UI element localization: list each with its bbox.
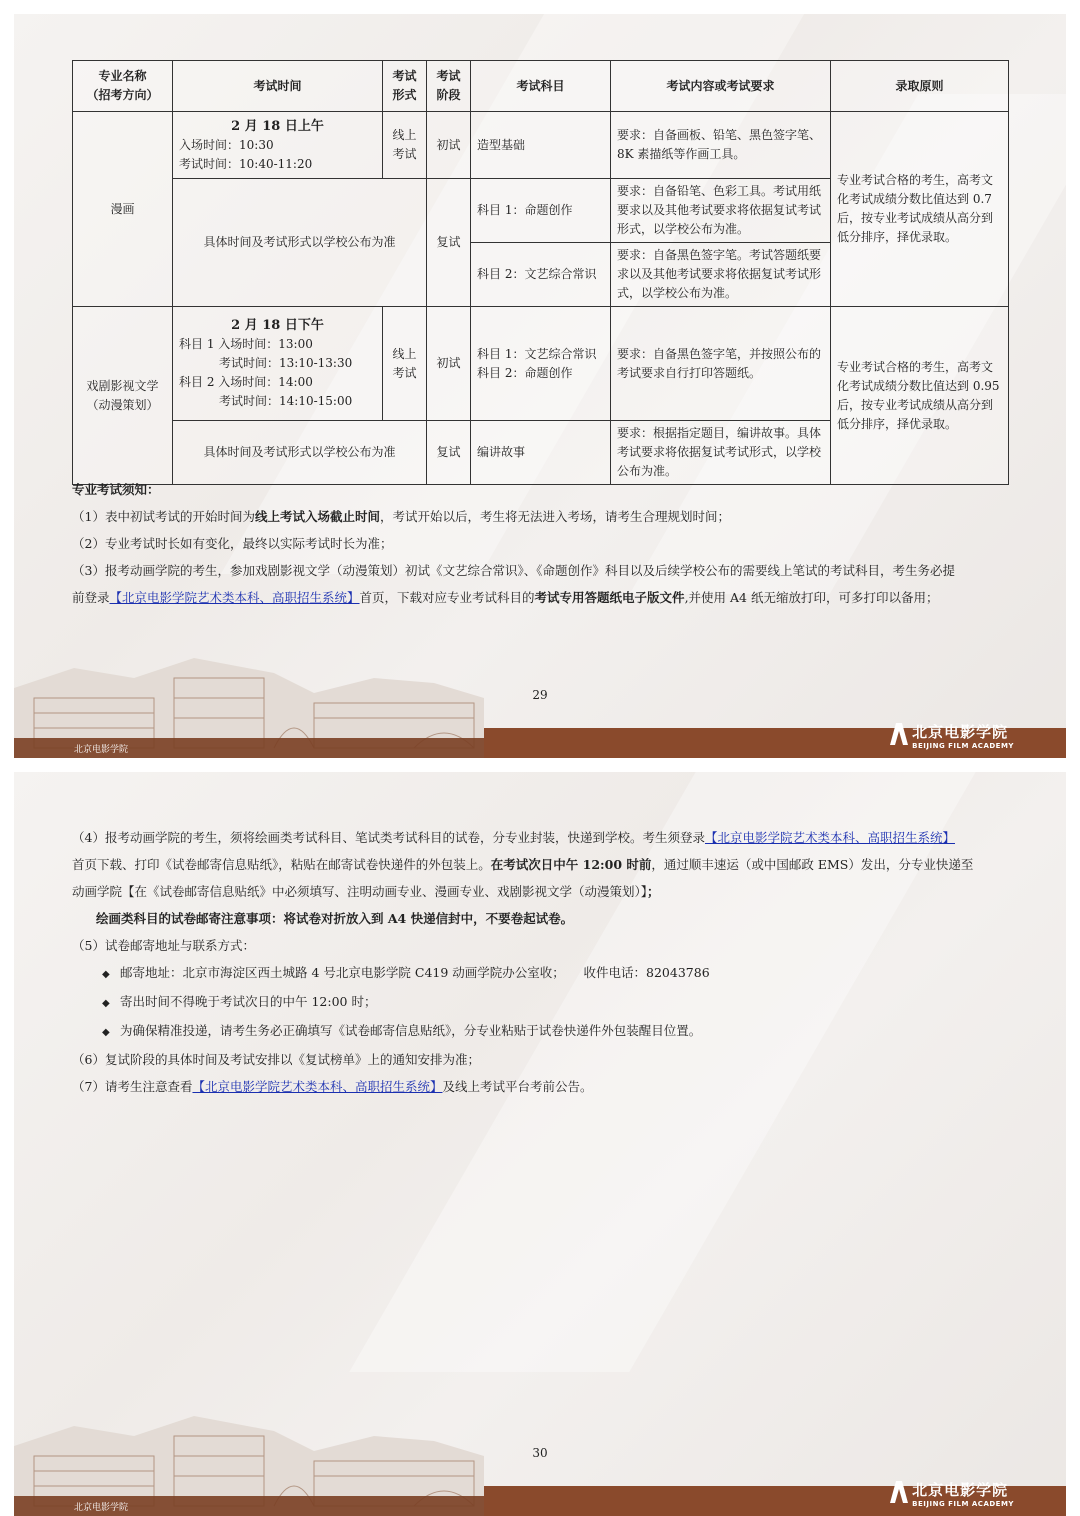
- academy-logo: [890, 721, 1014, 750]
- note-emphasis: ；: [647, 884, 660, 899]
- header-admission-rule: 录取原则: [831, 61, 1009, 112]
- table-row: [73, 307, 1009, 421]
- bullet-item: [72, 1017, 1012, 1046]
- note-emphasis: 在考试次日中午 12:00 时前: [490, 857, 652, 872]
- note-text: ，通过顺丰速运（或中国邮政 EMS）发出，分专业快递至: [651, 857, 974, 872]
- major-name: 漫画: [73, 112, 173, 307]
- admission-rule: 专业考试合格的考生，高考文化考试成绩分数比值达到 0.95 后，按专业考试成绩从高分到低分排序，择优录取。: [831, 307, 1009, 485]
- note-7: [72, 1073, 1012, 1100]
- page-number: 30: [532, 1446, 548, 1460]
- note-text: （4）报考动画学院的考生，须将绘画类考试科目、笔试类考试科目的试卷，分专业封装，快递到学校。考生须登录: [72, 830, 705, 845]
- bullet-item: [72, 988, 1012, 1017]
- note-emphasis: 绘画类科目的试卷邮寄注意事项：将试卷对折放入到 A4 快递信封中，不要卷起试卷。: [96, 911, 574, 926]
- exam-requirement: 要求：自备画板、铅笔、黑色签字笔、8K 素描纸等作画工具。: [611, 112, 831, 179]
- exam-stage: 复试: [427, 421, 471, 485]
- note-5: （5）试卷邮寄地址与联系方式：: [72, 938, 255, 953]
- exam-notes-continued: [72, 824, 1012, 1100]
- exam-duration: 考试时间：10:40-11:20: [179, 156, 313, 171]
- exam-time: [173, 307, 383, 421]
- page-number: 29: [532, 688, 548, 702]
- exam-duration: 考试时间：14:10-15:00: [219, 394, 353, 408]
- logo-text-en: BEIJING FILM ACADEMY: [912, 742, 1014, 750]
- bullet-icon: ◆: [102, 1027, 110, 1038]
- bullet-item: [72, 959, 1012, 988]
- entry-time: 科目 2 入场时间：14:00: [179, 375, 313, 389]
- exam-date: 2 月 18 日下午: [231, 318, 324, 333]
- note-text: （1）表中初试考试的开始时间为: [72, 509, 255, 524]
- exam-form: 线上 考试: [383, 307, 427, 421]
- academy-emblem-icon: [890, 723, 908, 745]
- campus-sign: 北京电影学院: [74, 1503, 129, 1513]
- header-major: 专业名称 （招考方向）: [73, 61, 173, 112]
- exam-time: 具体时间及考试形式以学校公布为准: [173, 421, 427, 485]
- admission-system-link[interactable]: 【北京电影学院艺术类本科、高职招生系统】: [704, 830, 955, 845]
- entry-time: 科目 1 入场时间：13:00: [179, 337, 313, 351]
- academy-emblem-icon: [890, 1481, 908, 1503]
- note-emphasis: 线上考试入场截止时间: [254, 509, 380, 524]
- exam-stage: 初试: [427, 112, 471, 179]
- logo-text-zh: 北京电影学院: [912, 723, 1009, 741]
- exam-subject: 科目 2：文艺综合常识: [471, 243, 611, 307]
- exam-requirement: 要求：自备铅笔、色彩工具。考试用纸要求以及其他考试要求将依据复试考试形式，以学校公布为准。: [611, 179, 831, 243]
- exam-subject: 编讲故事: [471, 421, 611, 485]
- header-time: 考试时间: [173, 61, 383, 112]
- bullet-text: 为确保精准投递，请考生务必正确填写《试卷邮寄信息贴纸》，分专业粘贴于试卷快递件外包装醒目位置。: [120, 1023, 702, 1038]
- exam-schedule-table: [72, 60, 1009, 485]
- note-3: [72, 557, 1012, 584]
- exam-time: 具体时间及考试形式以学校公布为准: [173, 179, 427, 307]
- note-4-cont: [72, 851, 1012, 878]
- note-text: 动画学院【在《试卷邮寄信息贴纸》中必须填写、注明动画专业、漫画专业、戏剧影视文学（动漫策划）】: [72, 884, 648, 899]
- major-name: 戏剧影视文学 （动漫策划）: [73, 307, 173, 485]
- note-text: （7）请考生注意查看: [72, 1079, 193, 1094]
- table-header-row: [73, 61, 1009, 112]
- header-requirements: 考试内容或考试要求: [611, 61, 831, 112]
- note-text: ,并使用 A4 纸无缩放打印，可多打印以备用；: [684, 590, 939, 605]
- exam-time: [173, 112, 383, 179]
- exam-subject: 造型基础: [471, 112, 611, 179]
- note-1: [72, 503, 1012, 530]
- exam-notes: [72, 476, 1012, 611]
- note-text: 前登录: [72, 590, 110, 605]
- note-3-cont: [72, 584, 1012, 611]
- exam-stage: 初试: [427, 307, 471, 421]
- exam-form: 线上 考试: [383, 112, 427, 179]
- bullet-text: 邮寄地址：北京市海淀区西土城路 4 号北京电影学院 C419 动画学院办公室收； 收件电话：82043786: [120, 965, 710, 980]
- note-emphasis: 考试专用答题纸电子版文件: [534, 590, 685, 605]
- subject-line: 科目 2：命题创作: [477, 365, 573, 380]
- note-2: （2）专业考试时长如有变化，最终以实际考试时长为准；: [72, 536, 393, 551]
- note-text: ，考试开始以后，考生将无法进入考场，请考生合理规划时间；: [379, 509, 730, 524]
- logo-text-en: BEIJING FILM ACADEMY: [912, 1500, 1014, 1508]
- page-30: [14, 772, 1066, 1516]
- bullet-text: 寄出时间不得晚于考试次日的中午 12:00 时；: [120, 994, 377, 1009]
- admission-rule: 专业考试合格的考生，高考文化考试成绩分数比值达到 0.7 后，按专业考试成绩从高分到低分排序，择优录取。: [831, 112, 1009, 307]
- exam-requirement: 要求：自备黑色签字笔，并按照公布的考试要求自行打印答题纸。: [611, 307, 831, 421]
- exam-date: 2 月 18 日上午: [231, 118, 324, 134]
- note-text: 及线上考试平台考前公告。: [442, 1079, 593, 1094]
- exam-subject: 科目 1：命题创作: [471, 179, 611, 243]
- exam-requirement: 要求：自备黑色签字笔。考试答题纸要求以及其他考试要求将依据复试考试形式，以学校公布为准。: [611, 243, 831, 307]
- bullet-icon: ◆: [102, 998, 110, 1009]
- academy-logo: [890, 1479, 1014, 1508]
- exam-stage: 复试: [427, 179, 471, 307]
- note-6: （6）复试阶段的具体时间及考试安排以《复试榜单》上的通知安排为准；: [72, 1052, 480, 1067]
- header-subject: 考试科目: [471, 61, 611, 112]
- note-text: 首页下载、打印《试卷邮寄信息贴纸》，粘贴在邮寄试卷快递件的外包装上。: [72, 857, 491, 872]
- note-4-cont: [72, 878, 1012, 905]
- mailing-notice: [72, 905, 1012, 932]
- note-text: 首页，下载对应专业考试科目的: [359, 590, 535, 605]
- campus-sign: 北京电影学院: [74, 745, 129, 755]
- entry-time: 入场时间：10:30: [179, 137, 274, 152]
- note-4: [72, 824, 1012, 851]
- header-form: 考试 形式: [383, 61, 427, 112]
- notes-title: 专业考试须知：: [72, 482, 160, 497]
- exam-subject: [471, 307, 611, 421]
- table-row: [73, 112, 1009, 179]
- header-stage: 考试 阶段: [427, 61, 471, 112]
- page-29: [14, 14, 1066, 758]
- exam-duration: 考试时间：13:10-13:30: [219, 356, 353, 370]
- admission-system-link[interactable]: 【北京电影学院艺术类本科、高职招生系统】: [109, 590, 360, 605]
- exam-requirement: 要求：根据指定题目，编讲故事。具体考试要求将依据复试考试形式，以学校公布为准。: [611, 421, 831, 485]
- bullet-icon: ◆: [102, 969, 110, 980]
- subject-line: 科目 1：文艺综合常识: [477, 346, 597, 361]
- logo-text-zh: 北京电影学院: [912, 1481, 1009, 1499]
- admission-system-link[interactable]: 【北京电影学院艺术类本科、高职招生系统】: [192, 1079, 443, 1094]
- note-text: （3）报考动画学院的考生，参加戏剧影视文学（动漫策划）初试《文艺综合常识》、《命题创作》科目以及后续学校公布的需要线上笔试的考试科目，考生务必提: [72, 563, 955, 578]
